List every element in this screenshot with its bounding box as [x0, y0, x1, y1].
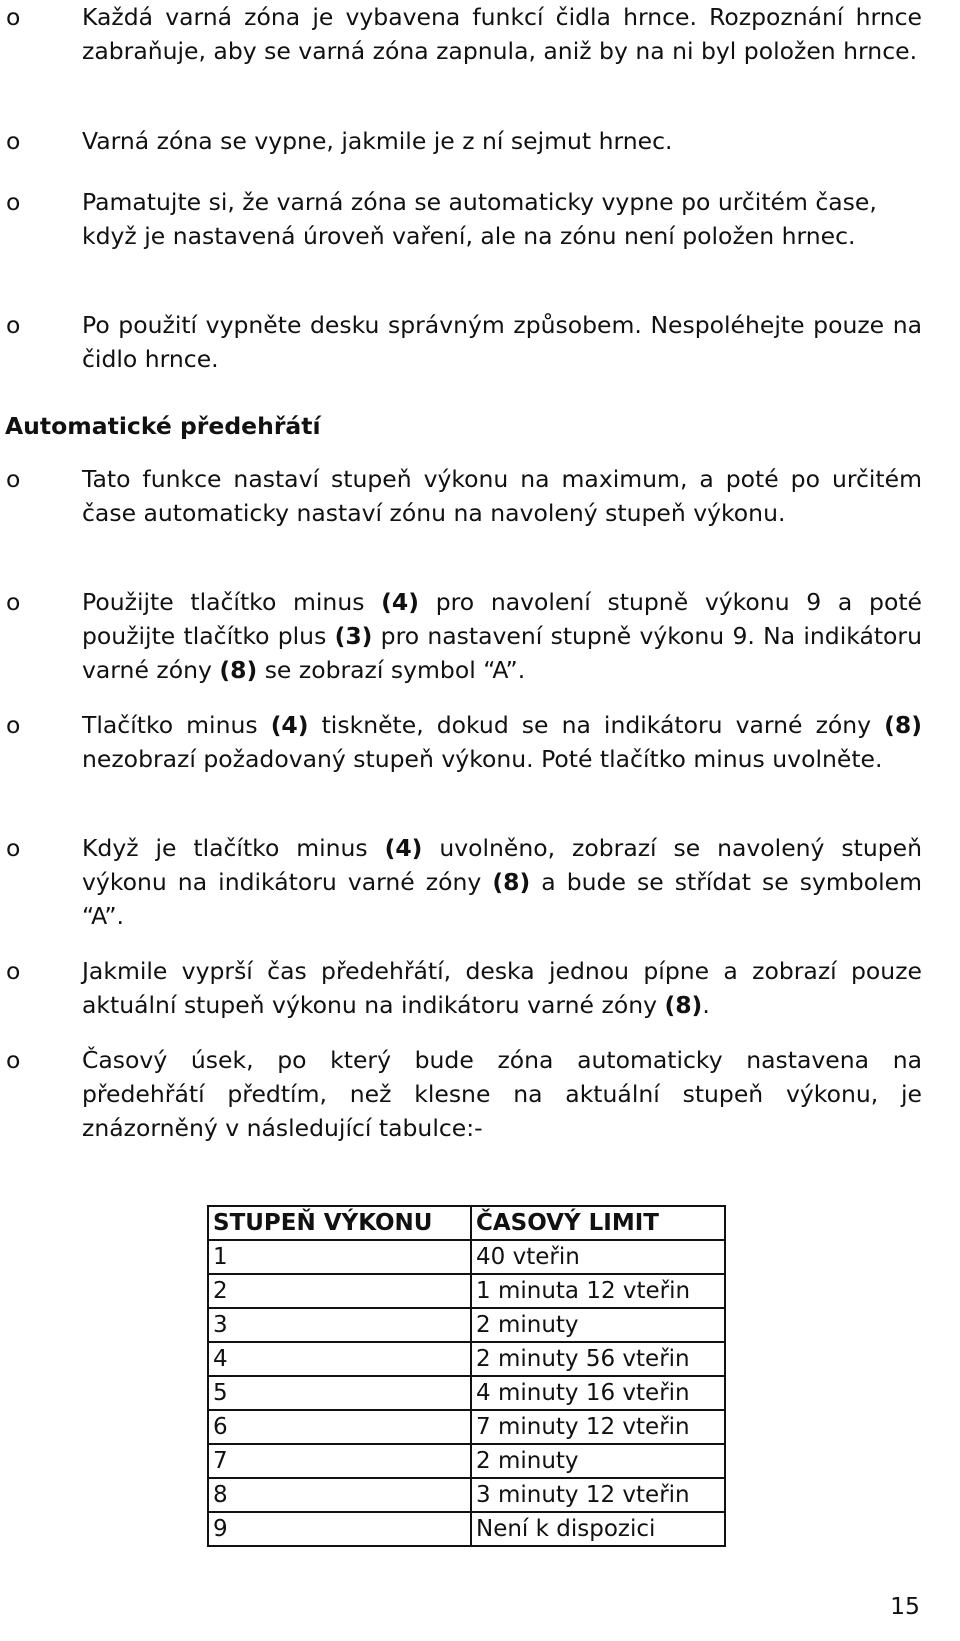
power-level-cell: 8: [208, 1478, 471, 1512]
ref-number: (8): [664, 991, 703, 1019]
table-row: [208, 1274, 725, 1308]
table-header-row: [208, 1206, 725, 1240]
section-item-time-span: [82, 1043, 922, 1145]
ref-number: (8): [219, 656, 258, 684]
text-run: se zobrazí symbol “A”.: [257, 656, 526, 684]
bullet-marker: o: [6, 834, 21, 862]
intro-item-zone-off: Varná zóna se vypne, jakmile je z ní sejmut hrnec.: [82, 127, 673, 155]
text-run: pro navolení stupně výkonu 9 a poté použijte tlačítko plus: [82, 588, 922, 650]
time-limit-cell: 4 minuty 16 vteřin: [471, 1376, 725, 1410]
table-row: [208, 1308, 725, 1342]
time-limit-cell: 2 minuty: [471, 1444, 725, 1478]
text-run: Když je tlačítko minus: [82, 834, 385, 862]
table-row: [208, 1240, 725, 1274]
column-header-power-level: STUPEŇ VÝKONU: [208, 1206, 471, 1240]
text-run: tiskněte, dokud se na indikátoru varné zóny: [308, 711, 885, 739]
text-run: a bude se střídat se symbolem “A”.: [82, 868, 922, 930]
bullet-marker: o: [6, 465, 21, 493]
section-heading: Automatické předehřátí: [5, 412, 321, 440]
preheat-time-table: [207, 1205, 726, 1547]
power-level-cell: 3: [208, 1308, 471, 1342]
power-level-cell: 6: [208, 1410, 471, 1444]
power-level-cell: 1: [208, 1240, 471, 1274]
ref-number: (4): [270, 711, 309, 739]
time-limit-cell: 40 vteřin: [471, 1240, 725, 1274]
text-run: nezobrazí požadovaný stupeň výkonu. Poté tlačítko minus uvolněte.: [82, 745, 883, 773]
text-run: .: [702, 991, 710, 1019]
text-run: Časový úsek, po který bude zóna automaticky nastavena na předehřátí předtím, než klesne na aktuální stupeň výkonu, je znázorněný v následující tabulce:-: [82, 1046, 922, 1142]
column-header-time-limit: ČASOVÝ LIMIT: [471, 1206, 725, 1240]
table-row: [208, 1376, 725, 1410]
page-number: 15: [890, 1592, 920, 1620]
bullet-marker: o: [6, 588, 21, 616]
table-row: [208, 1512, 725, 1546]
bullet-marker: o: [6, 188, 21, 216]
bullet-marker: o: [6, 1046, 21, 1074]
power-level-cell: 2: [208, 1274, 471, 1308]
power-level-cell: 9: [208, 1512, 471, 1546]
intro-item-pot-sensor: Každá varná zóna je vybavena funkcí čidla hrnce. Rozpoznání hrnce zabraňuje, aby se varná zóna zapnula, aniž by na ni byl položen hrnce.: [82, 3, 922, 65]
time-limit-cell: 2 minuty 56 vteřin: [471, 1342, 725, 1376]
text-run: pro nastavení stupně výkonu 9. Na indikátoru varné zóny: [82, 622, 922, 684]
time-limit-cell: 7 minuty 12 vteřin: [471, 1410, 725, 1444]
table-row: [208, 1478, 725, 1512]
section-item-press-minus: [82, 708, 922, 776]
ref-number: (4): [381, 588, 420, 616]
bullet-marker: o: [6, 711, 21, 739]
intro-item-switch-off: Po použití vypněte desku správným způsobem. Nespoléhejte pouze na čidlo hrnce.: [82, 311, 922, 373]
intro-item-auto-off: Pamatujte si, že varná zóna se automaticky vypne po určitém čase, když je nastavená úroveň vaření, ale na zónu není položen hrnec.: [82, 188, 877, 250]
power-level-cell: 5: [208, 1376, 471, 1410]
ref-number: (4): [384, 834, 423, 862]
section-item-function: [82, 462, 922, 530]
time-limit-cell: 2 minuty: [471, 1308, 725, 1342]
section-item-released: [82, 831, 922, 933]
section-item-preheat-expired: [82, 954, 922, 1022]
power-level-cell: 4: [208, 1342, 471, 1376]
table-row: [208, 1410, 725, 1444]
power-level-cell: 7: [208, 1444, 471, 1478]
section-item-use-buttons: [82, 585, 922, 687]
table-row: [208, 1444, 725, 1478]
text-run: Tlačítko minus: [82, 711, 271, 739]
ref-number: (8): [492, 868, 531, 896]
time-limit-cell: 3 minuty 12 vteřin: [471, 1478, 725, 1512]
time-limit-cell: 1 minuta 12 vteřin: [471, 1274, 725, 1308]
text-run: Tato funkce nastaví stupeň výkonu na maximum, a poté po určitém čase automaticky nastaví zónu na navolený stupeň výkonu.: [82, 465, 922, 527]
time-limit-cell: Není k dispozici: [471, 1512, 725, 1546]
table-row: [208, 1342, 725, 1376]
bullet-marker: o: [6, 127, 21, 155]
bullet-marker: o: [6, 311, 21, 339]
text-run: Jakmile vyprší čas předehřátí, deska jednou pípne a zobrazí pouze aktuální stupeň výkonu na indikátoru varné zóny: [82, 957, 922, 1019]
text-run: Použijte tlačítko minus: [82, 588, 382, 616]
bullet-marker: o: [6, 957, 21, 985]
ref-number: (8): [884, 711, 922, 739]
ref-number: (3): [334, 622, 373, 650]
bullet-marker: o: [6, 3, 21, 31]
text-run: uvolněno, zobrazí se navolený stupeň výkonu na indikátoru varné zóny: [82, 834, 922, 896]
